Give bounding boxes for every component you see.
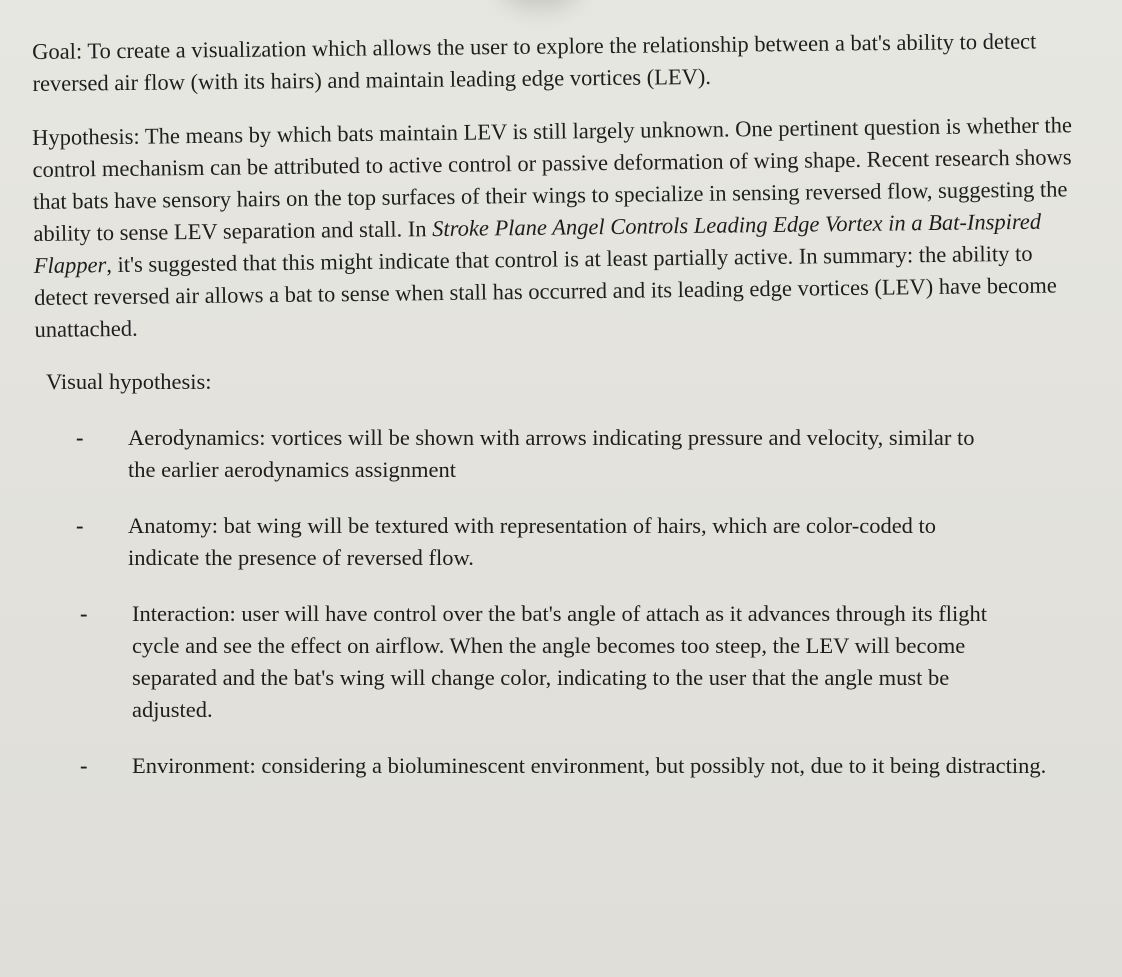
visual-hypothesis-heading: Visual hypothesis: [46,369,212,394]
list-item-text: Anatomy: bat wing will be textured with representation of hairs, which are color-coded to indicate the presence of reversed flow. [128,513,937,570]
cited-paper-title: Stroke Plane Angel Controls Leading Edge Vortex in a Bat-Inspired Flapper [33,208,1042,278]
bullet-dash: - [80,753,88,778]
list-item-aerodynamics [32,422,988,486]
bullet-dash: - [80,601,88,626]
hypothesis-paragraph [32,109,1080,346]
bullet-dash: - [76,425,84,450]
list-item-interaction [32,598,992,726]
hypothesis-text-after-title: , it's suggested that this might indicate that control is at least partially active. In summary: the ability to detect reversed air allows a bat to sense when stall has occurred and its leading edge vortices (LEV) have become unattached. [33,240,1057,342]
document-body [32,28,1092,806]
hypothesis-text-before-title: Hypothesis: The means by which bats maintain LEV is still largely unknown. One pertinent question is whether the control mechanism can be attributed to active control or passive deformation of wing shape. Recent research shows that bats have sensory hairs on the top surfaces of their wings to specialize in sensing reversed flow, suggesting the ability to sense LEV separation and stall. In [32,112,1073,246]
list-item-text: Aerodynamics: vortices will be shown with arrows indicating pressure and velocity, similar to the earlier aerodynamics assignment [128,425,975,482]
visual-hypothesis-list [32,422,1092,782]
bullet-dash: - [76,513,84,538]
list-item-text: Interaction: user will have control over the bat's angle of attach as it advances through its flight cycle and see the effect on airflow. When the angle becomes too steep, the LEV will become separated and the bat's wing will change color, indicating to the user that the angle must be adjusted. [132,601,988,722]
goal-paragraph: Goal: To create a visualization which allows the user to explore the relationship between a bat's ability to detect reversed air flow (with its hairs) and maintain leading edge vortices (LEV). [32,28,1037,96]
list-item-anatomy [32,510,988,574]
list-item-text: Environment: considering a bioluminescent environment, but possibly not, due to it being distracting. [132,753,1047,778]
list-item-environment [32,750,1082,782]
